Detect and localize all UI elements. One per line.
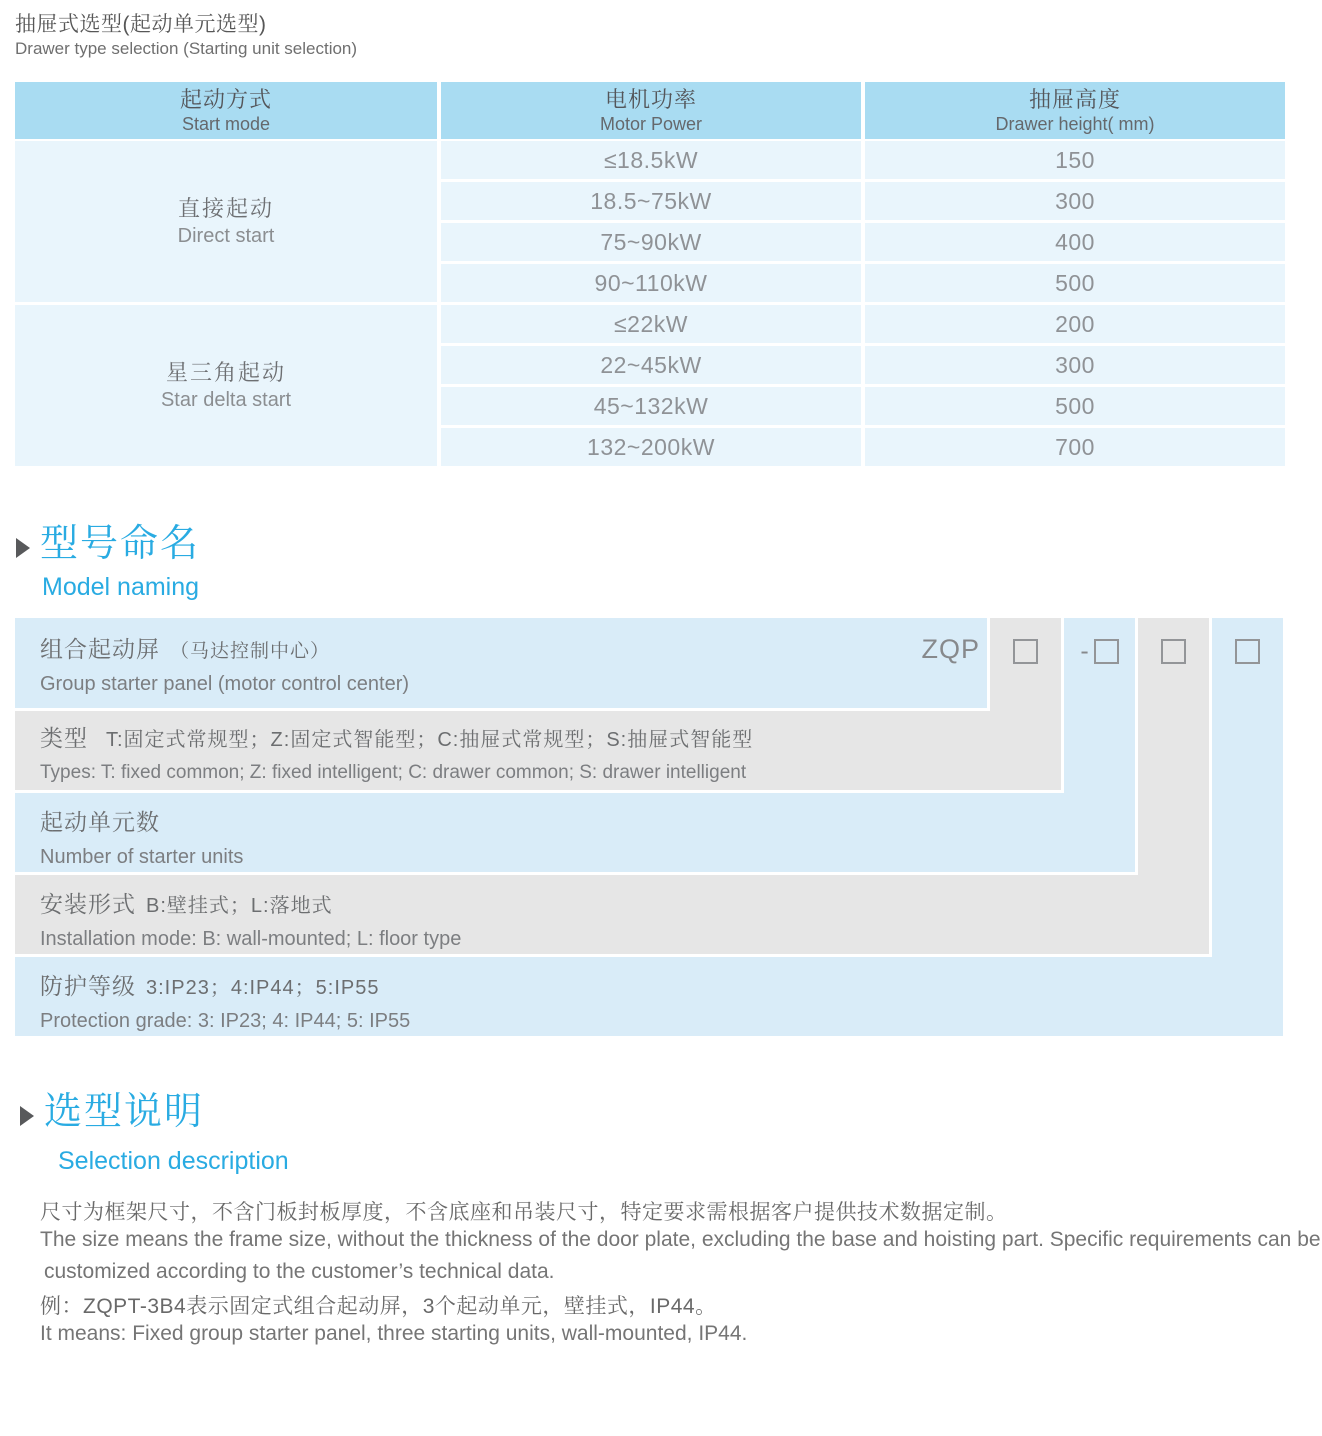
column-header-zh: 抽屉高度 [1028,86,1121,112]
model-ladder-row-starter-units [15,793,1135,872]
ladder-row-zh: 防护等级 [40,973,136,999]
paragraph-line: It means: Fixed group starter panel, three starting units, wall-mounted, IP44. [40,1322,748,1345]
table-cell-height: 700 [865,428,1285,466]
column-header-start-mode [15,82,437,139]
table-cell-power: 132~200kW [441,428,861,466]
table-cell-power: 45~132kW [441,387,861,425]
table-cell-power: 90~110kW [441,264,861,302]
model-ladder-row-group-starter-panel [15,618,987,708]
paragraph-line: customized according to the customer’s technical data. [44,1260,555,1283]
column-header-zh: 电机功率 [604,86,697,112]
model-ladder-row-protection-grade [15,957,1283,1036]
table-cell-power: ≤18.5kW [441,141,861,179]
paragraph-line: The size means the frame size, without the thickness of the door plate, excluding the base and hoisting part. Specific requirements can be [40,1228,1321,1251]
model-ladder-row-types [15,711,1061,790]
column-header-en: Start mode [181,113,271,134]
ladder-row-en: Types: T: fixed common; Z: fixed intelligent; C: drawer common; S: drawer intelligent [40,762,747,783]
section-heading-selection-description-en: Selection description [58,1147,289,1175]
section-heading-model-naming-en: Model naming [42,573,200,601]
start-mode-en: Direct start [177,224,275,247]
section-heading-selection-description-zh: 选型说明 [44,1091,205,1133]
column-header-drawer-height [865,82,1285,139]
paragraph-line: 例：ZQPT-3B4表示固定式组合起动屏，3个起动单元，壁挂式，IP44。 [40,1295,717,1318]
model-code-strip-units [1064,618,1135,872]
section-arrow-icon [16,538,30,558]
start-mode-cell-direct [15,141,437,302]
ladder-row-zh-sub: 3:IP23；4:IP44；5:IP55 [146,977,380,999]
ladder-row-zh-sub: B:壁挂式；L:落地式 [146,895,333,917]
ladder-row-zh-sub: T:固定式常规型；Z:固定式智能型；C:抽屉式常规型；S:抽屉式智能型 [106,729,754,751]
page-title-en: Drawer type selection (Starting unit selection) [15,39,358,58]
model-code-box-icon [1161,639,1186,664]
table-cell-height: 300 [865,182,1285,220]
table-cell-height: 300 [865,346,1285,384]
model-code-box-icon [1013,639,1038,664]
table-cell-height: 200 [865,305,1285,343]
model-code-box-icon [1094,639,1119,664]
table-cell-power: 75~90kW [441,223,861,261]
section-arrow-icon [20,1106,34,1126]
ladder-row-en: Number of starter units [40,846,244,868]
column-header-en: Motor Power [599,113,703,134]
model-code-dash: - [1080,637,1089,665]
table-cell-height: 150 [865,141,1285,179]
table-cell-power: ≤22kW [441,305,861,343]
model-code-strip-protection [1212,618,1283,1036]
column-header-motor-power [441,82,861,139]
table-cell-power: 18.5~75kW [441,182,861,220]
ladder-row-en: Installation mode: B: wall-mounted; L: floor type [40,928,462,950]
ladder-row-zh: 起动单元数 [40,809,160,835]
ladder-row-zh: 类型 [40,725,88,751]
column-header-zh: 起动方式 [179,86,272,112]
ladder-row-zh: 安装形式 [40,891,136,917]
model-code-strip-type [990,618,1061,790]
column-header-en: Drawer height( mm) [995,113,1155,134]
ladder-row-en: Group starter panel (motor control center) [40,673,410,695]
table-cell-height: 400 [865,223,1285,261]
start-mode-zh: 直接起动 [177,195,274,221]
start-mode-zh: 星三角起动 [165,359,286,385]
model-code-strip-installation [1138,618,1209,954]
start-mode-cell-star-delta [15,305,437,466]
table-cell-power: 22~45kW [441,346,861,384]
model-code-box-icon [1235,639,1260,664]
paragraph-line: 尺寸为框架尺寸，不含门板封板厚度，不含底座和吊装尺寸，特定要求需根据客户提供技术数据定制。 [40,1201,1008,1224]
section-heading-model-naming-zh: 型号命名 [40,523,201,565]
page-title-zh: 抽屉式选型(起动单元选型) [15,13,267,36]
table-cell-height: 500 [865,264,1285,302]
start-mode-en: Star delta start [160,388,292,411]
model-ladder-row-installation-mode [15,875,1209,954]
model-code-prefix: ZQP [921,634,980,664]
table-cell-height: 500 [865,387,1285,425]
ladder-row-zh: 组合起动屏 [40,636,160,662]
ladder-row-en: Protection grade: 3: IP23; 4: IP44; 5: IP55 [40,1010,411,1032]
ladder-row-zh-sub: （马达控制中心） [170,641,331,662]
